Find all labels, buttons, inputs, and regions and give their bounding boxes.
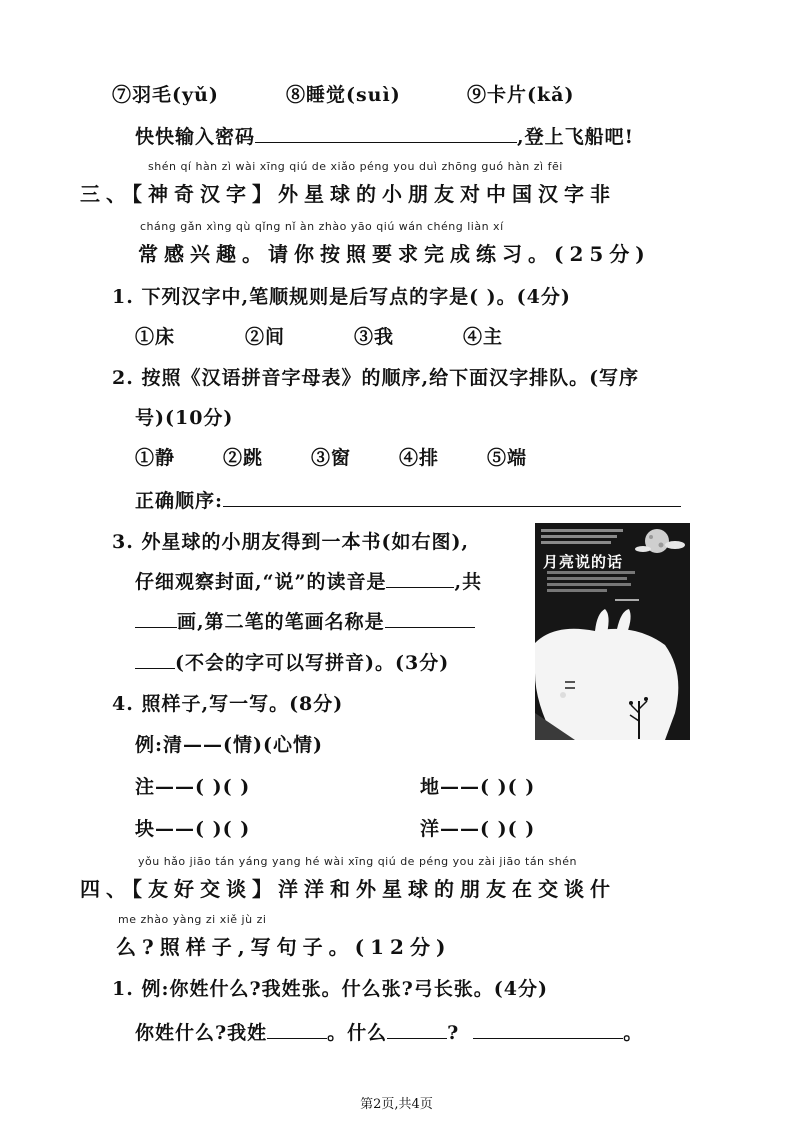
section4-pinyin-1: yǒu hǎo jiāo tán yáng yang hé wài xīng qiú de péng you zài jiāo tán shén [138,855,577,868]
q3-2-option-3: ③窗 [311,447,352,469]
q3-3-stroke-name-blank[interactable] [385,610,475,628]
section4-title-1: 四、【友好交谈】洋洋和外星球的朋友在交谈什 [80,877,616,901]
section3-title-2: 常感兴趣。请你按照要求完成练习。(25分) [138,242,651,266]
q3-4-row2-right: 洋——( )( ) [420,818,536,840]
q3-3-line-4 [135,648,449,675]
q3-2-text-1: 2. 按照《汉语拼音字母表》的顺序,给下面汉字排队。(写序 [112,367,640,389]
q3-1-option-3: ③我 [354,326,395,348]
q3-3-line-1: 3. 外星球的小朋友得到一本书(如右图), [112,531,470,553]
page-footer: 第2页,共4页 [360,1097,433,1112]
book-cover-title: 月亮说的话 [543,553,624,571]
q3-2-answer-blank[interactable] [223,489,681,507]
q4-1-line-b: 。什么 [327,1022,388,1044]
q3-3-line-2a: 仔细观察封面,“说”的读音是 [135,571,387,593]
q3-4-row1-right: 地——( )( ) [420,776,536,798]
q4-1-line-c: ? [447,1022,460,1044]
q3-2-option-5: ⑤端 [487,447,528,469]
q3-3-line-2b: ,共 [454,571,483,593]
q3-1-text: 1. 下列汉字中,笔顺规则是后写点的字是( )。(4分) [112,286,571,308]
q3-1-option-2: ②间 [245,326,286,348]
password-prefix: 快快输入密码 [135,126,256,148]
q3-3-line-3 [135,607,475,634]
q4-1-answer-line: 你姓什么?我姓 。什么 ? 。 [135,1022,644,1044]
q3-2-option-4: ④排 [399,447,440,469]
q3-4-row1-left: 注——( )( ) [135,776,251,798]
q3-3-line-3a: 画,第二笔的笔画名称是 [177,611,385,633]
section3-title-1: 三、【神奇汉字】外星球的小朋友对中国汉字非 [80,182,616,206]
item-9: ⑨卡片(kǎ) [467,84,575,106]
q3-2-answer [135,486,681,513]
q4-1-surname-blank[interactable] [267,1021,327,1039]
q3-4-text: 4. 照样子,写一写。(8分) [112,693,344,715]
book-cover-image [535,523,690,740]
q3-2-text-2: 号)(10分) [135,407,234,429]
q3-4-example: 例:清——(情)(心情) [135,734,323,756]
q3-2-option-1: ①静 [135,447,176,469]
q3-3-pronunciation-blank[interactable] [386,570,454,588]
password-suffix: ,登上飞船吧! [517,126,634,148]
section4-title-2: 么?照样子,写句子。(12分) [116,935,452,959]
item-7: ⑦羽毛(yǔ) [112,84,219,106]
q3-3-line-4-text: (不会的字可以写拼音)。(3分) [175,652,450,674]
q3-4-row2-left: 块——( )( ) [135,818,251,840]
q4-1-what-blank[interactable] [387,1021,447,1039]
section3-pinyin-2: cháng gǎn xìng qù qǐng nǐ àn zhào yāo qiú wán chéng liàn xí [140,220,504,233]
q3-3-line-2 [135,567,482,594]
section4-pinyin-2: me zhào yàng zi xiě jù zi [118,913,267,926]
item-8: ⑧睡觉(suì) [286,84,401,106]
password-prompt [135,122,634,149]
q4-1-line-a: 你姓什么?我姓 [135,1022,268,1044]
section3-pinyin-1: shén qí hàn zì wài xīng qiú de xiǎo péng you duì zhōng guó hàn zì fēi [148,160,563,173]
q4-1-text: 1. 例:你姓什么?我姓张。什么张?弓长张。(4分) [112,978,548,1000]
q4-1-answer-blank[interactable] [473,1021,623,1039]
q3-1-option-1: ①床 [135,326,176,348]
q3-1-option-4: ④主 [463,326,504,348]
q3-2-answer-label: 正确顺序: [135,490,224,512]
q3-3-extra-blank[interactable] [135,651,175,669]
q3-2-option-2: ②跳 [223,447,264,469]
q3-3-stroke-count-blank[interactable] [135,610,177,628]
password-blank[interactable] [255,125,517,143]
